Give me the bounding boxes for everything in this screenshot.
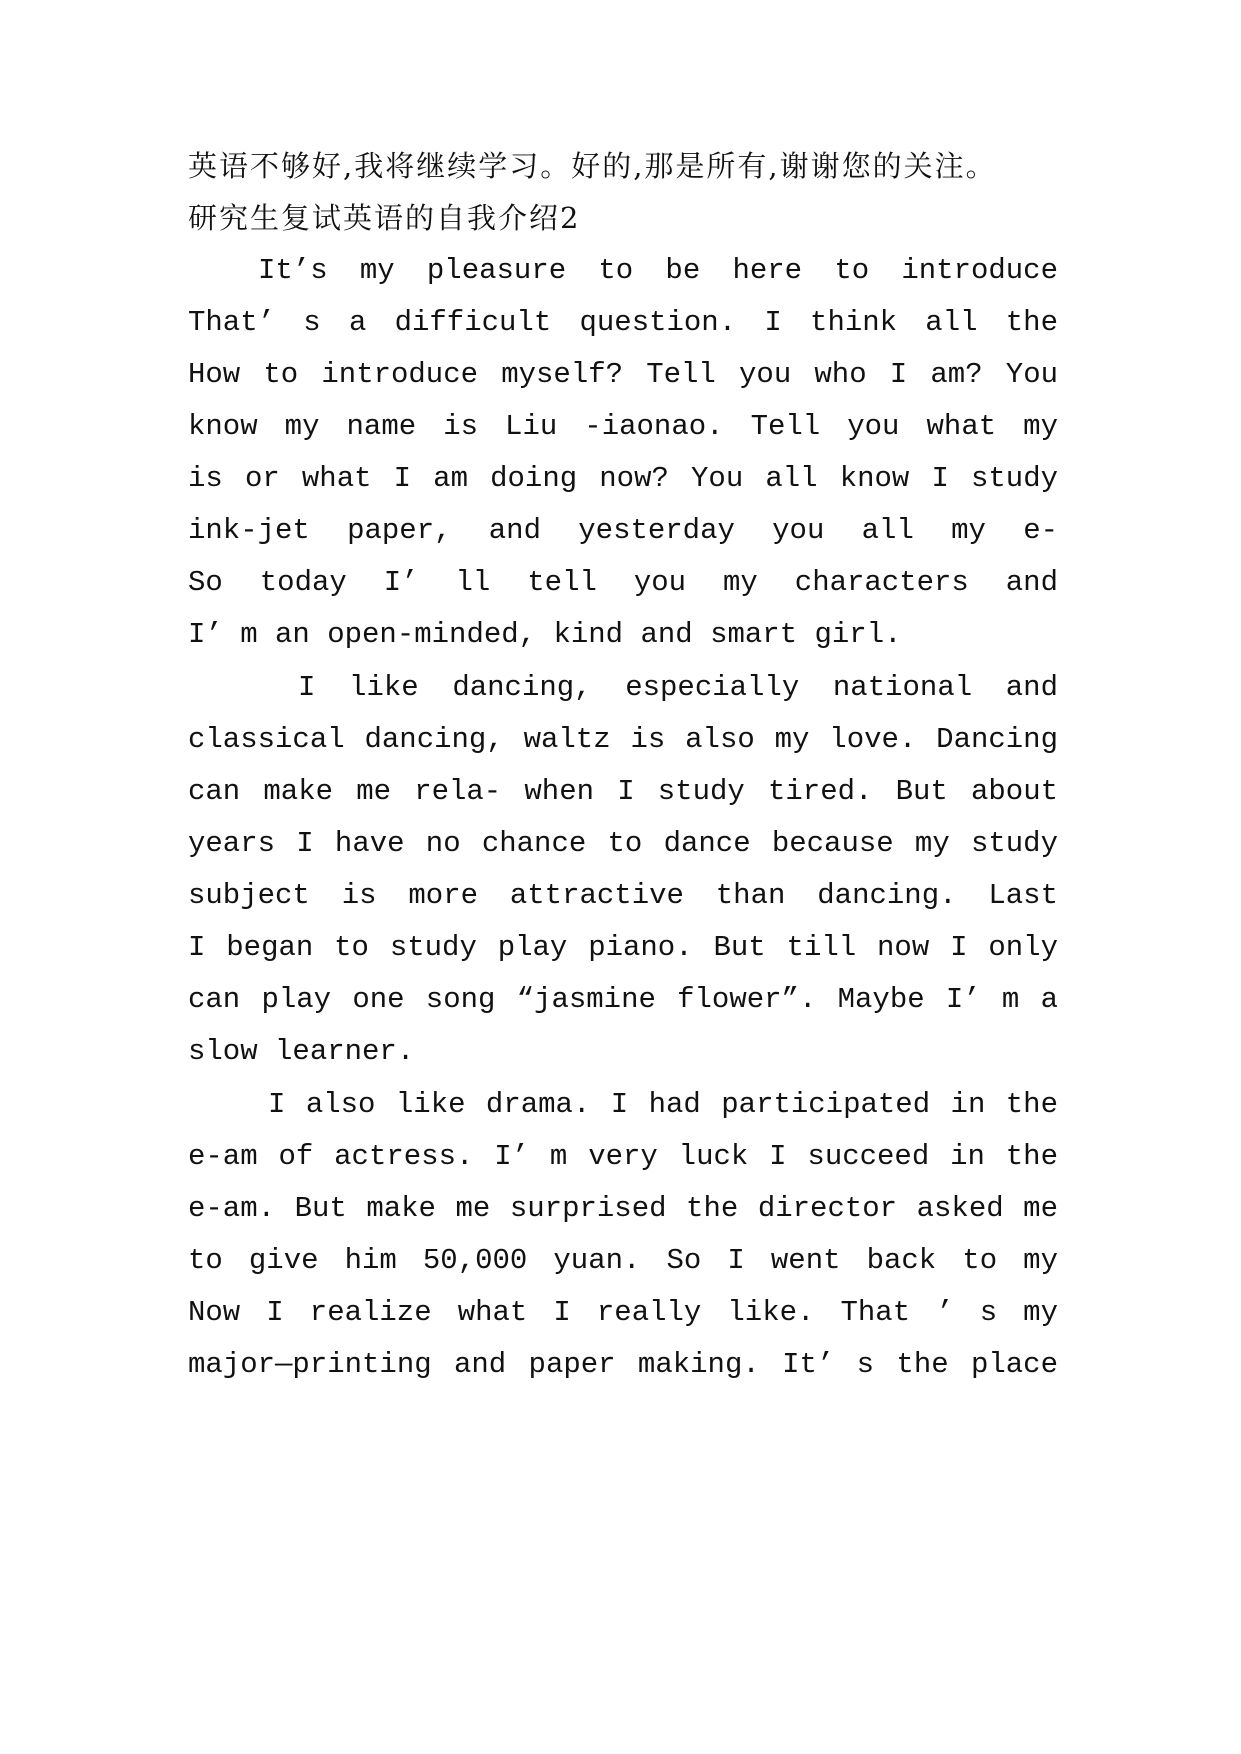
paragraph-line: How to introduce myself? Tell you who I am? You	[188, 358, 1058, 391]
paragraph-line: subject is more attractive than dancing. Last	[188, 879, 1058, 912]
paragraph-line: to give him 50,000 yuan. So I went back to my	[188, 1244, 1058, 1277]
paragraph-line: years I have no chance to dance because my study	[188, 827, 1058, 860]
paragraph-line: can make me rela- when I study tired. But about	[188, 775, 1058, 808]
paragraph-line: I also like drama. I had participated in the	[268, 1088, 1058, 1121]
continuation-line: 英语不够好,我将继续学习。好的,那是所有,谢谢您的关注。	[188, 149, 997, 183]
paragraph-line: classical dancing, waltz is also my love. Dancing	[188, 723, 1058, 756]
paragraph-line: I’ m an open-minded, kind and smart girl.	[188, 618, 902, 651]
paragraph-line: slow learner.	[188, 1035, 415, 1068]
paragraph-line: can play one song “jasmine flower”. Maybe I’ m a	[188, 983, 1058, 1016]
paragraph-line: It’s my pleasure to be here to introduce	[258, 254, 1058, 287]
paragraph-line: So today I’ ll tell you my characters and	[188, 566, 1058, 599]
section-title: 研究生复试英语的自我介绍2	[188, 201, 581, 235]
paragraph-line: I began to study play piano. But till now I only	[188, 931, 1058, 964]
paragraph-line: is or what I am doing now? You all know I study	[188, 462, 1058, 495]
paragraph-line: e-am. But make me surprised the director asked me	[188, 1192, 1058, 1225]
paragraph-line: Now I realize what I really like. That ’ s my	[188, 1296, 1058, 1329]
paragraph-line: major—printing and paper making. It’ s the place	[188, 1348, 1058, 1381]
paragraph-line: I like dancing, especially national and	[298, 671, 1058, 704]
paragraph-line: ink-jet paper, and yesterday you all my e-	[188, 514, 1058, 547]
paragraph-line: e-am of actress. I’ m very luck I succeed in the	[188, 1140, 1058, 1173]
paragraph-line: know my name is Liu -iaonao. Tell you what my	[188, 410, 1058, 443]
paragraph-line: That’ s a difficult question. I think all the	[188, 306, 1058, 339]
